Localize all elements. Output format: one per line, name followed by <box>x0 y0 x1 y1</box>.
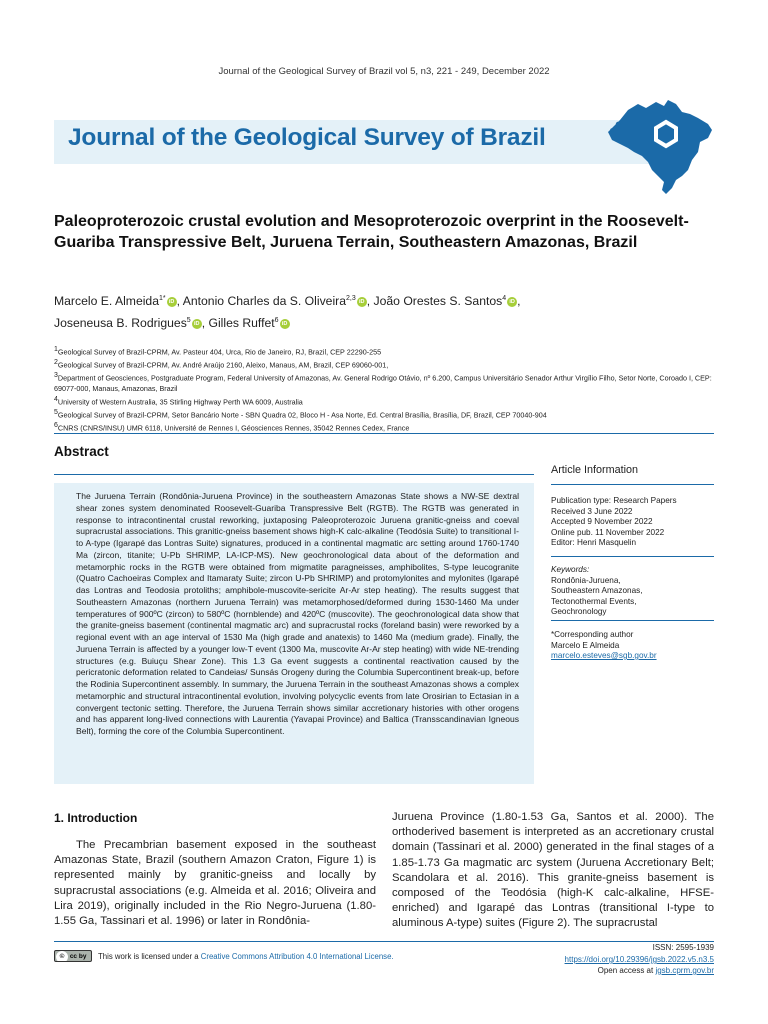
author-sup: 2,3 <box>346 295 356 302</box>
affiliation-text: Geological Survey of Brazil-CPRM, Av. Pasteur 404, Urca, Rio de Janeiro, RJ, Brazil, CEP 22290-255 <box>57 347 382 357</box>
author-name: João Orestes S. Santos <box>373 294 503 309</box>
orcid-icon[interactable]: iD <box>507 297 517 307</box>
article-info-divider <box>551 556 714 557</box>
intro-left-column: The Precambrian basement exposed in the southeast Amazonas State, Brazil (southern Amazon Craton, Figure 1) is represented mainly by granitic-gneiss and locally by supracrustal associations (e.g. Almeida et al. 2016; Oliveira and Lira 2019), originally included in the Rio Negro-Juruena (1.80-1.55 Ga, Tassinari et al. 1996) or later in Rondônia- <box>54 839 376 928</box>
author-list: Marcelo E. Almeida$^{1*}$iD , Antonio Charles da S. Oliveira$^{2,3}$iD , João Orestes S. Santos$^4$iD , Joseneusa B. Rodrigues$^5$iD , Gilles Ruffet$^6$iD <box>54 294 521 331</box>
open-access-notice <box>598 966 714 975</box>
article-info-details <box>551 496 714 549</box>
footer-divider <box>54 941 714 942</box>
affiliations <box>54 345 714 434</box>
abstract-heading: Abstract <box>54 444 109 459</box>
accepted-date: Accepted 9 November 2022 <box>551 517 653 526</box>
keyword: Geochronology <box>551 607 607 616</box>
author-sup: 1* <box>159 295 166 302</box>
license-link[interactable]: Creative Commons Attribution 4.0 International License. <box>200 952 394 961</box>
affiliation-item <box>54 408 714 421</box>
author-name: Marcelo E. Almeida <box>54 294 159 309</box>
journal-title: Journal of the Geological Survey of Brazil <box>68 124 546 151</box>
affiliation-text: CNRS (CNRS/INSU) UMR 6118, Université de Rennes I, Géosciences Rennes, 35042 Rennes Cedex, France <box>57 422 410 432</box>
corresponding-author-block <box>551 630 714 662</box>
license-notice <box>98 952 394 961</box>
author-sup: 5 <box>186 317 191 325</box>
corresponding-email-link[interactable]: marcelo.esteves@sgb.gov.br <box>551 651 657 660</box>
cc-badge-text: cc by <box>69 953 87 960</box>
orcid-icon[interactable]: iD <box>280 319 290 329</box>
keywords-block <box>551 565 714 618</box>
abstract-divider <box>54 474 534 475</box>
brazil-map-logo <box>604 96 716 196</box>
orcid-icon[interactable]: iD <box>167 297 177 307</box>
cc-icon: © <box>56 951 68 962</box>
author-sup: 6 <box>274 317 279 325</box>
author-sup: 4 <box>502 295 507 302</box>
author-name: Gilles Ruffet <box>208 316 275 331</box>
author-name: Joseneusa B. Rodrigues <box>54 316 187 331</box>
received-date: Received 3 June 2022 <box>551 506 633 516</box>
issn: ISSN: 2595-1939 <box>652 943 714 952</box>
author-name: Antonio Charles da S. Oliveira <box>182 294 346 309</box>
publication-type: Publication type: Research Papers <box>551 496 677 505</box>
affiliation-num: 3 <box>54 371 58 379</box>
keyword: Tectonothermal Events, <box>551 596 637 606</box>
orcid-icon[interactable]: iD <box>192 319 202 329</box>
affiliation-num: 5 <box>54 408 58 416</box>
section-divider <box>54 433 714 434</box>
open-access-text: Open access at <box>597 966 654 975</box>
affiliation-text: University of Western Australia, 35 Stirling Highway Perth WA 6009, Australia <box>57 396 303 406</box>
affiliation-num: 6 <box>54 421 58 429</box>
affiliation-item <box>54 421 714 434</box>
article-info-divider <box>551 620 714 621</box>
affiliation-num: 4 <box>54 395 58 403</box>
orcid-icon[interactable]: iD <box>357 297 367 307</box>
online-date: Online pub. 11 November 2022 <box>551 527 665 537</box>
keyword: Rondônia-Juruena, <box>551 575 621 585</box>
article-info-heading: Article Information <box>551 464 639 476</box>
brazil-map-shape <box>608 100 712 194</box>
article-info-divider <box>551 484 714 485</box>
affiliation-item <box>54 371 714 395</box>
affiliation-text: Geological Survey of Brazil-CPRM, Setor Bancário Norte - SBN Quadra 02, Bloco H - Asa Norte, Ed. Central Brasília, Brasília, DF, Brazil, CEP 70040-904 <box>57 409 547 419</box>
introduction-heading: 1. Introduction <box>54 811 138 825</box>
corresponding-label: *Corresponding author <box>551 630 634 639</box>
corresponding-name: Marcelo E Almeida <box>551 640 620 650</box>
article-title: Paleoproterozoic crustal evolution and Mesoproterozoic overprint in the Roosevelt-Guariba Transpressive Belt, Juruena Terrain, Southeastern Amazonas, Brazil <box>54 213 689 251</box>
affiliation-text: Geological Survey of Brazil-CPRM, Av. André Araújo 2160, Aleixo, Manaus, AM, Brazil, CEP 69060-001, <box>57 360 389 370</box>
editor: Editor: Henri Masquelin <box>551 538 637 547</box>
open-access-link[interactable]: jgsb.cprm.gov.br <box>655 966 714 975</box>
affiliation-text: Department of Geosciences, Postgraduate Program, Federal University of Amazonas, Av. General Rodrigo Otávio, nº 6.200, Campus Universitário Senador Arthur Virgílio Filho, Setor Norte, Coroado I, CEP: 69077-000, Manaus, Amazonas, Brazil <box>54 373 712 393</box>
doi-link[interactable]: https://doi.org/10.29396/jgsb.2022.v5.n3.5 <box>564 955 714 964</box>
affiliation-num: 2 <box>54 358 58 366</box>
cc-license-badge[interactable] <box>54 950 92 962</box>
keywords-label: Keywords: <box>551 565 590 574</box>
affiliation-num: 1 <box>54 346 58 353</box>
affiliation-item <box>54 358 714 371</box>
running-head: Journal of the Geological Survey of Brazil vol 5, n3, 221 - 249, December 2022 <box>218 66 550 77</box>
affiliation-item <box>54 395 714 408</box>
intro-right-column: Juruena Province (1.80-1.53 Ga, Santos et al. 2000). The orthoderived basement is interpreted as an accretionary crustal domain (Tassinari et al. 2000) generated in the final stages of a 1.85-1.73 Ga magmatic arc system (Juruena Accretionary Belt; Scandolara et al. 2016). This granite-gneiss basement is composed of the Teodósia (high-K calc-alkaline, HFSE-enriched) and Igarapé das Lontras (transitional I-type to aluminous A-type) suites (Figure 2). The supracrustal <box>392 811 714 930</box>
abstract-text: The Juruena Terrain (Rondônia-Juruena Province) in the southeastern Amazonas State shows a NW-SE dextral shear zones system denominated Roosevelt-Guariba Transpressive Belt (RGTB). The RGTB was generated in response to intracontinental crustal reworking, juxtaposing Paleoproterozoic Juruena granitic-gneiss and coeval supracrustal associations. This granitic-gneiss basement shows high-K calc-alkaline (Teodósia Suite) to transitional I- to A-type (Igarapé das Lontras Suite) signatures, produced in a continental magmatic arc setting around 1760-1740 Ma (zircon, titanite; U-Pb SHRIMP, LA-ICP-MS). New geochronological data about of the deformation and metamorphic rocks in the RGTB were obtained from migmatite paragneisses, amphibolites, S-type leucogranite (Quatro Cachoeiras Complex and Itamaraty Suite; zircon U-Pb SHRIMP) and protomylonites and mylonites (Igarapé das Lontras and Teodosia protoliths; amphibole-muscovite-sericite Ar-Ar step heating). The results suggest that Southeastern Amazonas (northern Juruena Terrain) was metamorphosed/deformed during 1530-1460 Ma under temperatures of 900ºC (zircon) to 580ºC (hornblende) and 420ºC (muscovite). The geochronological data show that the granite-gneiss basement (continental magmatic arc) and supracrustal rocks (foreland basin) were reworked by a regional event with an age interval of 1530 Ma (high grade and anatexis) to 1460 Ma (medium grade). Finally, the Juruena Terrain is affected by a younger low-T event (1300 Ma, muscovite Ar-Ar step heating) with wide NE-trending structures (e.g. Buiuçu Shear Zone). This 1.3 Ga event suggests a continental reactivation caused by the pericratonic deformation related to Candeias/ Sunsás Orogeny during the Columbia Supercontinent break-up, before the Rodinia Supercontinent assembly. In summary, the Juruena Terrain in the southeast Amazonas shows a complex metamorphic and structural intracontinental evolution, involving polycyclic events from late Orosirian to Ectasian in a convergent tectonic setting. Therefore, the Juruena Terrain shows similar accretionary histories with other orogens and has apparent long-lived connections with Laurentia (Yavapai Province) and Baltica (Transscandinavian Igneous Belt), forming the core of the Columbia Supercontinent. <box>76 491 519 736</box>
affiliation-item <box>54 345 714 358</box>
license-text: This work is licensed under a <box>98 952 199 961</box>
keyword: Southeastern Amazonas, <box>551 586 643 595</box>
